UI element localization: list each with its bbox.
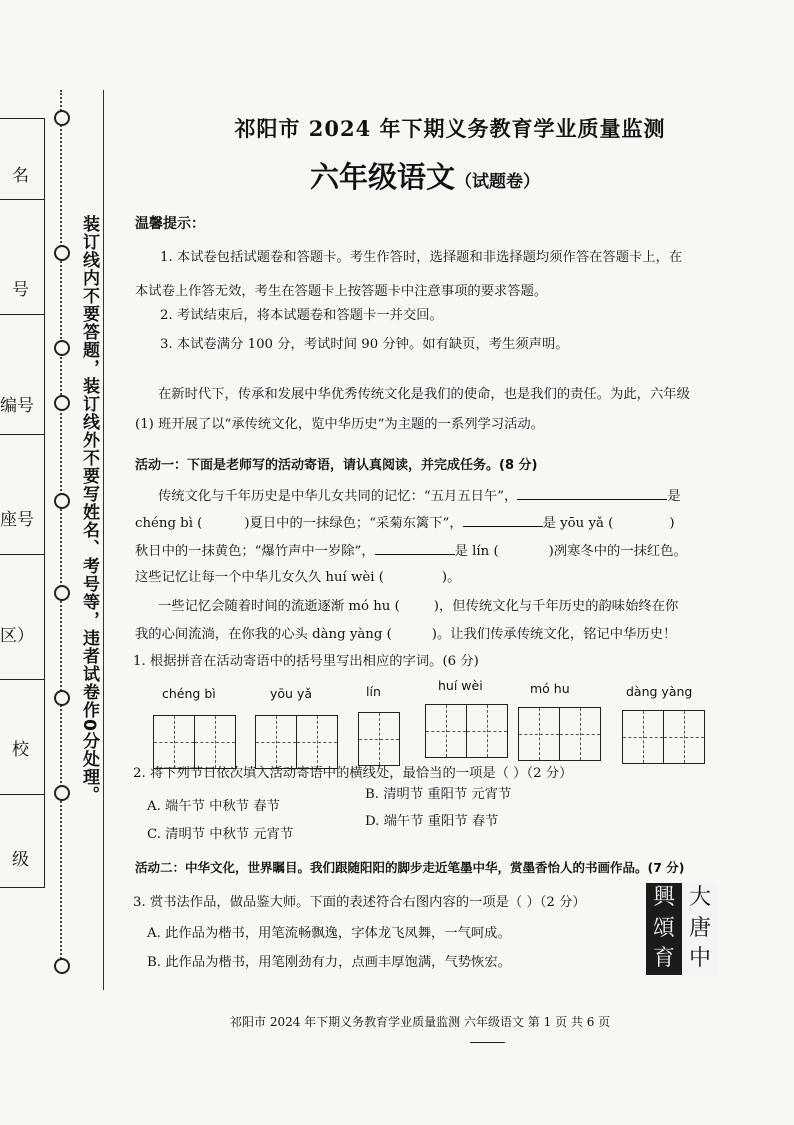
q3-option-a[interactable]: A. 此作品为楷书，用笔流畅飘逸，字体龙飞凤舞，一气呵成。	[147, 926, 511, 941]
binding-hole	[54, 785, 70, 801]
activity-1-heading: 活动一：下面是老师写的活动寄语，请认真阅读，并完成任务。(8 分)	[135, 458, 538, 473]
subject-title	[310, 155, 540, 196]
tianzige-grid-5[interactable]	[518, 707, 601, 761]
q3-option-b[interactable]: B. 此作品为楷书，用笔刚劲有力，点画丰厚饱满，气势恢宏。	[147, 955, 511, 970]
festival-blank-1[interactable]	[517, 485, 667, 500]
table-divider	[0, 314, 44, 315]
tianzige-grid-6[interactable]	[622, 710, 705, 764]
tianzige-grid-4[interactable]	[425, 704, 508, 758]
q2-option-b[interactable]: B. 清明节 重阳节 元宵节	[365, 787, 512, 802]
calligraphy-char: 頌	[646, 914, 682, 945]
binding-warning: 装订线内不要答题，装订线外不要写姓名、考号等，违者试卷作0分处理。	[79, 215, 99, 804]
q2-option-d[interactable]: D. 端午节 重阳节 春节	[365, 814, 499, 829]
tianzige-grid-2[interactable]	[255, 715, 338, 769]
passage-text: 我的心间流淌，在你我的心头 dàng yàng (	[135, 627, 392, 642]
page-footer: 祁阳市 2024 年下期义务教育学业质量监测 六年级语文 第 1 页 共 6 页	[230, 1015, 611, 1029]
page-margin-rule	[103, 90, 104, 990]
passage-text: 这些记忆让每一个中华儿女久久 huí wèi (	[135, 570, 384, 585]
passage-text: 秋日中的一抹黄色；“爆竹声中一岁除”，	[135, 544, 375, 559]
calligraphy-char: 育	[646, 944, 682, 975]
calligraphy-char: 大	[682, 883, 718, 914]
passage-line-4	[135, 568, 460, 588]
calligraphy-char: 唐	[682, 914, 718, 945]
table-divider	[0, 199, 44, 200]
tip-1-line-1: 1. 本试卷包括试题卷和答题卡。考生作答时，选择题和非选择题均须作答在答题卡上，在	[160, 250, 683, 265]
question-1: 1. 根据拼音在活动寄语中的括号里写出相应的字词。(6 分)	[133, 654, 479, 669]
pinyin-6: dàng yàng	[626, 684, 693, 699]
passage-line-1	[158, 485, 681, 507]
binding-hole	[54, 340, 70, 356]
tip-1-line-2: 本试卷上作答无效，考生在答题卡上按答题卡中注意事项的要求答题。	[135, 284, 548, 299]
binding-hole	[54, 585, 70, 601]
intro-line-2: (1) 班开展了以“承传统文化，览中华历史”为主题的一系列学习活动。	[135, 417, 544, 432]
binding-line	[60, 90, 62, 970]
pinyin-5: mó hu	[530, 681, 570, 696]
binding-hole	[54, 110, 70, 126]
binding-hole	[54, 245, 70, 261]
tianzige-grid-1[interactable]	[153, 715, 236, 769]
passage-line-3	[135, 540, 687, 562]
table-divider	[0, 434, 44, 435]
pinyin-1: chéng bì	[162, 686, 216, 701]
grade-label: 级	[12, 850, 29, 870]
exam-number-label: 号	[12, 280, 29, 300]
binding-hole	[54, 958, 70, 974]
pinyin-4: huí wèi	[438, 678, 483, 693]
passage-text: 一些记忆会随着时间的流逝逐渐 mó hu (	[158, 599, 400, 614]
tip-3: 3. 本试卷满分 100 分，考试时间 90 分钟。如有缺页，考生须声明。	[160, 337, 569, 352]
passage-line-5	[158, 597, 678, 617]
passage-text: )夏日中的一抹绿色；“采菊东篱下”，	[244, 516, 463, 531]
binding-hole	[54, 493, 70, 509]
table-divider	[0, 794, 44, 795]
binding-info-table	[0, 118, 45, 888]
passage-text: )。让我们传承传统文化，铭记中华历史！	[431, 627, 677, 642]
tianzige-grid-3[interactable]	[358, 712, 400, 766]
footer-mark	[470, 1042, 505, 1043]
q2-option-a[interactable]: A. 端午节 中秋节 春节	[147, 799, 280, 814]
intro-line-1: 在新时代下，传承和发展中华优秀传统文化是我们的使命，也是我们的责任。为此，六年级	[158, 387, 690, 402]
name-label: 名	[12, 166, 29, 186]
q2-option-c[interactable]: C. 清明节 中秋节 元宵节	[147, 827, 294, 842]
code-label: 编号	[0, 396, 34, 416]
question-3: 3. 赏书法作品，做品鉴大师。下面的表述符合右图内容的一项是（ ）（2 分）	[133, 895, 586, 910]
question-2: 2. 将下列节日依次填入活动寄语中的横线处，最恰当的一项是（ ）（2 分）	[133, 766, 573, 781]
passage-text: 是 lín (	[454, 544, 499, 559]
tip-2: 2. 考试结束后，将本试题卷和答题卡一并交回。	[160, 308, 443, 323]
table-divider	[0, 679, 44, 680]
passage-line-6	[135, 625, 676, 645]
school-label: 校	[12, 740, 29, 760]
festival-blank-3[interactable]	[375, 540, 455, 555]
pinyin-2: yōu yǎ	[270, 686, 312, 701]
subject-name: 六年级语文	[310, 160, 456, 194]
passage-text: 传统文化与千年历史是中华儿女共同的记忆：“五月五日午”，	[158, 489, 518, 504]
passage-text: chéng bì (	[135, 516, 203, 531]
calligraphy-artwork	[646, 883, 718, 975]
passage-text: )，但传统文化与千年历史的韵味始终在你	[433, 599, 679, 614]
passage-text: )冽寒冬中的一抹红色。	[548, 544, 687, 559]
paper-type: （试题卷）	[455, 172, 541, 192]
activity-2-heading: 活动二：中华文化，世界瞩目。我们跟随阳阳的脚步走近笔墨中华，赏墨香怡人的书画作品。(7 分)	[135, 860, 685, 875]
exam-title: 祁阳市 2024 年下期义务教育学业质量监测	[234, 116, 666, 141]
table-divider	[0, 554, 44, 555]
calligraphy-char: 興	[646, 883, 682, 914]
tips-heading: 温馨提示：	[135, 216, 205, 232]
binding-hole	[54, 395, 70, 411]
passage-text: )	[669, 516, 675, 531]
passage-text: 是	[667, 489, 681, 504]
binding-hole	[54, 690, 70, 706]
pinyin-3: lín	[366, 684, 381, 699]
seat-number-label: 座号	[0, 510, 34, 530]
passage-text: 是 yōu yǎ (	[542, 516, 614, 531]
calligraphy-char: 中	[682, 944, 718, 975]
passage-text: )。	[441, 570, 461, 585]
festival-blank-2[interactable]	[463, 512, 543, 527]
passage-line-2	[135, 512, 675, 534]
district-label: 区）	[0, 626, 34, 646]
